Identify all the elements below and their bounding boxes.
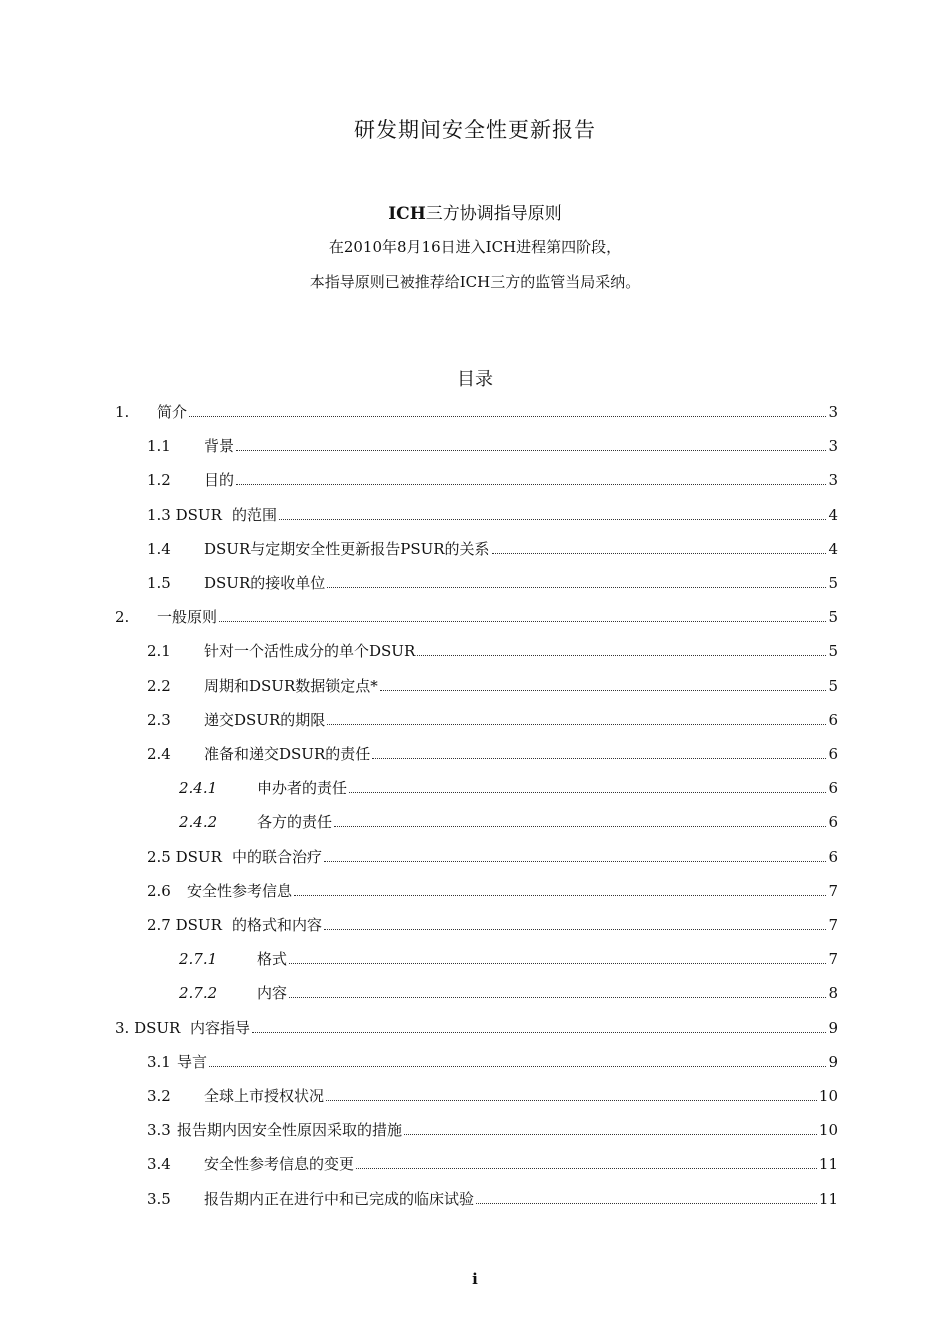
toc-dot-leader bbox=[334, 826, 826, 827]
toc-entry-title: 申办者的责任 bbox=[257, 779, 348, 797]
toc-heading: 目录 bbox=[457, 369, 493, 390]
toc-dot-leader bbox=[236, 484, 826, 485]
toc-entry-title: 内容 bbox=[257, 984, 288, 1002]
toc-entry-number: 2.7.2 bbox=[179, 984, 218, 1002]
toc-dot-leader bbox=[219, 621, 826, 622]
toc-entry[interactable] bbox=[147, 539, 838, 559]
toc-entry-page: 11 bbox=[818, 1190, 838, 1208]
toc-entry-page: 5 bbox=[828, 642, 838, 660]
toc-entry-page: 5 bbox=[828, 608, 838, 626]
toc-entry[interactable] bbox=[147, 436, 838, 456]
toc-entry[interactable] bbox=[147, 710, 838, 730]
toc-entry-title: 安全性参考信息 bbox=[187, 882, 293, 900]
toc-entry-number: 2.3 bbox=[147, 711, 171, 729]
toc-entry[interactable] bbox=[147, 1120, 838, 1140]
toc-dot-leader bbox=[326, 1100, 817, 1101]
toc-entry-number: 1. bbox=[115, 403, 130, 421]
toc-entry-title: 递交DSUR的期限 bbox=[204, 711, 326, 729]
toc-entry-title: 报告期内正在进行中和已完成的临床试验 bbox=[204, 1190, 475, 1208]
toc-dot-leader bbox=[476, 1203, 817, 1204]
toc-entry-number: 1.4 bbox=[147, 540, 171, 558]
toc-entry[interactable] bbox=[147, 1189, 838, 1209]
toc-entry[interactable] bbox=[179, 949, 838, 969]
toc-entry-page: 4 bbox=[828, 540, 838, 558]
toc-entry-number: 1.3 DSUR bbox=[147, 506, 222, 524]
toc-entry-number: 2.7.1 bbox=[179, 950, 218, 968]
document-title: 研发期间安全性更新报告 bbox=[354, 118, 596, 142]
toc-entry-title: 简介 bbox=[157, 403, 188, 421]
toc-entry-title: 一般原则 bbox=[157, 608, 218, 626]
toc-entry-title: 的范围 bbox=[232, 506, 278, 524]
toc-dot-leader bbox=[327, 587, 826, 588]
toc-entry-title: 格式 bbox=[257, 950, 288, 968]
toc-entry-number: 1.5 bbox=[147, 574, 171, 592]
toc-entry[interactable] bbox=[115, 1018, 838, 1038]
toc-dot-leader bbox=[236, 450, 826, 451]
toc-entry-page: 7 bbox=[828, 882, 838, 900]
toc-entry[interactable] bbox=[147, 915, 838, 935]
toc-entry-page: 3 bbox=[828, 471, 838, 489]
toc-entry-title: 周期和DSUR数据锁定点* bbox=[204, 677, 378, 695]
toc-dot-leader bbox=[324, 861, 826, 862]
toc-entry-number: 2.5 DSUR bbox=[147, 848, 222, 866]
stage-statement: 在2010年8月16日进入ICH进程第四阶段， bbox=[328, 238, 622, 256]
toc-entry[interactable] bbox=[147, 641, 838, 661]
adoption-statement: 本指导原则已被推荐给ICH三方的监管当局采纳。 bbox=[309, 273, 641, 291]
toc-entry-title: 目的 bbox=[204, 471, 235, 489]
toc-entry[interactable] bbox=[179, 983, 838, 1003]
toc-entry-number: 3. DSUR bbox=[115, 1019, 181, 1037]
toc-entry-title: 报告期内因安全性原因采取的措施 bbox=[177, 1121, 403, 1139]
toc-entry[interactable] bbox=[147, 881, 838, 901]
toc-entry-title: 全球上市授权状况 bbox=[204, 1087, 325, 1105]
toc-entry-title: 背景 bbox=[204, 437, 235, 455]
toc-entry-page: 6 bbox=[828, 779, 838, 797]
toc-entry-page: 4 bbox=[828, 506, 838, 524]
toc-entry-number: 3.5 bbox=[147, 1190, 171, 1208]
toc-entry-title: 各方的责任 bbox=[257, 813, 333, 831]
toc-entry-number: 1.2 bbox=[147, 471, 171, 489]
toc-entry-page: 9 bbox=[828, 1019, 838, 1037]
toc-entry-title: 中的联合治疗 bbox=[232, 848, 323, 866]
toc-entry[interactable] bbox=[147, 1052, 838, 1072]
toc-entry[interactable] bbox=[179, 778, 838, 798]
toc-entry[interactable] bbox=[115, 402, 838, 422]
toc-entry-page: 7 bbox=[828, 950, 838, 968]
toc-entry-number: 3.1 bbox=[147, 1053, 171, 1071]
toc-entry-title: DSUR与定期安全性更新报告PSUR的关系 bbox=[204, 540, 490, 558]
toc-entry-page: 5 bbox=[828, 677, 838, 695]
toc-dot-leader bbox=[289, 997, 826, 998]
toc-entry[interactable] bbox=[147, 744, 838, 764]
toc-entry[interactable] bbox=[147, 505, 838, 525]
toc-entry-number: 2.4.1 bbox=[179, 779, 218, 797]
toc-entry-page: 6 bbox=[828, 745, 838, 763]
toc-entry-number: 2.6 bbox=[147, 882, 171, 900]
toc-dot-leader bbox=[356, 1168, 817, 1169]
toc-entry[interactable] bbox=[147, 1154, 838, 1174]
subtitle-ich: ICH bbox=[388, 204, 426, 224]
toc-entry-number: 2.4.2 bbox=[179, 813, 218, 831]
toc-entry-number: 3.2 bbox=[147, 1087, 171, 1105]
toc-entry-page: 9 bbox=[828, 1053, 838, 1071]
toc-entry-title: 的格式和内容 bbox=[232, 916, 323, 934]
toc-entry-page: 7 bbox=[828, 916, 838, 934]
toc-entry-number: 1.1 bbox=[147, 437, 171, 455]
toc-entry-number: 2.4 bbox=[147, 745, 171, 763]
toc-entry-title: 针对一个活性成分的单个DSUR bbox=[204, 642, 416, 660]
toc-entry-page: 6 bbox=[828, 848, 838, 866]
toc-dot-leader bbox=[289, 963, 826, 964]
toc-dot-leader bbox=[380, 690, 827, 691]
toc-entry[interactable] bbox=[179, 812, 838, 832]
toc-entry-title: 内容指导 bbox=[190, 1019, 251, 1037]
toc-dot-leader bbox=[404, 1134, 817, 1135]
toc-entry-number: 2.2 bbox=[147, 677, 171, 695]
toc-entry-number: 2. bbox=[115, 608, 130, 626]
toc-entry-page: 11 bbox=[818, 1155, 838, 1173]
toc-entry-page: 8 bbox=[828, 984, 838, 1002]
toc-dot-leader bbox=[252, 1032, 826, 1033]
toc-entry-page: 5 bbox=[828, 574, 838, 592]
toc-entry-number: 3.3 bbox=[147, 1121, 171, 1139]
page-number: i bbox=[472, 1270, 478, 1288]
toc-entry[interactable] bbox=[147, 573, 838, 593]
toc-dot-leader bbox=[324, 929, 826, 930]
toc-entry-number: 2.1 bbox=[147, 642, 171, 660]
toc-entry[interactable] bbox=[147, 470, 838, 490]
toc-entry-number: 2.7 DSUR bbox=[147, 916, 222, 934]
toc-entry-title: DSUR的接收单位 bbox=[204, 574, 326, 592]
subtitle-rest: 三方协调指导原则 bbox=[425, 204, 562, 224]
toc-dot-leader bbox=[189, 416, 826, 417]
toc-entry-page: 3 bbox=[828, 403, 838, 421]
guideline-subtitle bbox=[0, 199, 950, 224]
toc-entry-page: 10 bbox=[818, 1121, 838, 1139]
toc-entry-page: 3 bbox=[828, 437, 838, 455]
toc-entry-number: 3.4 bbox=[147, 1155, 171, 1173]
toc-dot-leader bbox=[327, 724, 826, 725]
toc-entry-page: 10 bbox=[818, 1087, 838, 1105]
toc-dot-leader bbox=[279, 519, 826, 520]
toc-entry-title: 安全性参考信息的变更 bbox=[204, 1155, 355, 1173]
toc-entry[interactable] bbox=[147, 847, 838, 867]
toc-dot-leader bbox=[417, 655, 826, 656]
toc-entry-title: 准备和递交DSUR的责任 bbox=[204, 745, 371, 763]
toc-entry-page: 6 bbox=[828, 813, 838, 831]
toc-entry[interactable] bbox=[147, 676, 838, 696]
toc-entry-title: 导言 bbox=[177, 1053, 208, 1071]
toc-dot-leader bbox=[294, 895, 826, 896]
toc-dot-leader bbox=[492, 553, 827, 554]
toc-entry-page: 6 bbox=[828, 711, 838, 729]
toc-dot-leader bbox=[372, 758, 826, 759]
toc-dot-leader bbox=[349, 792, 826, 793]
toc-entry[interactable] bbox=[147, 1086, 838, 1106]
toc-entry[interactable] bbox=[115, 607, 838, 627]
toc-dot-leader bbox=[209, 1066, 826, 1067]
